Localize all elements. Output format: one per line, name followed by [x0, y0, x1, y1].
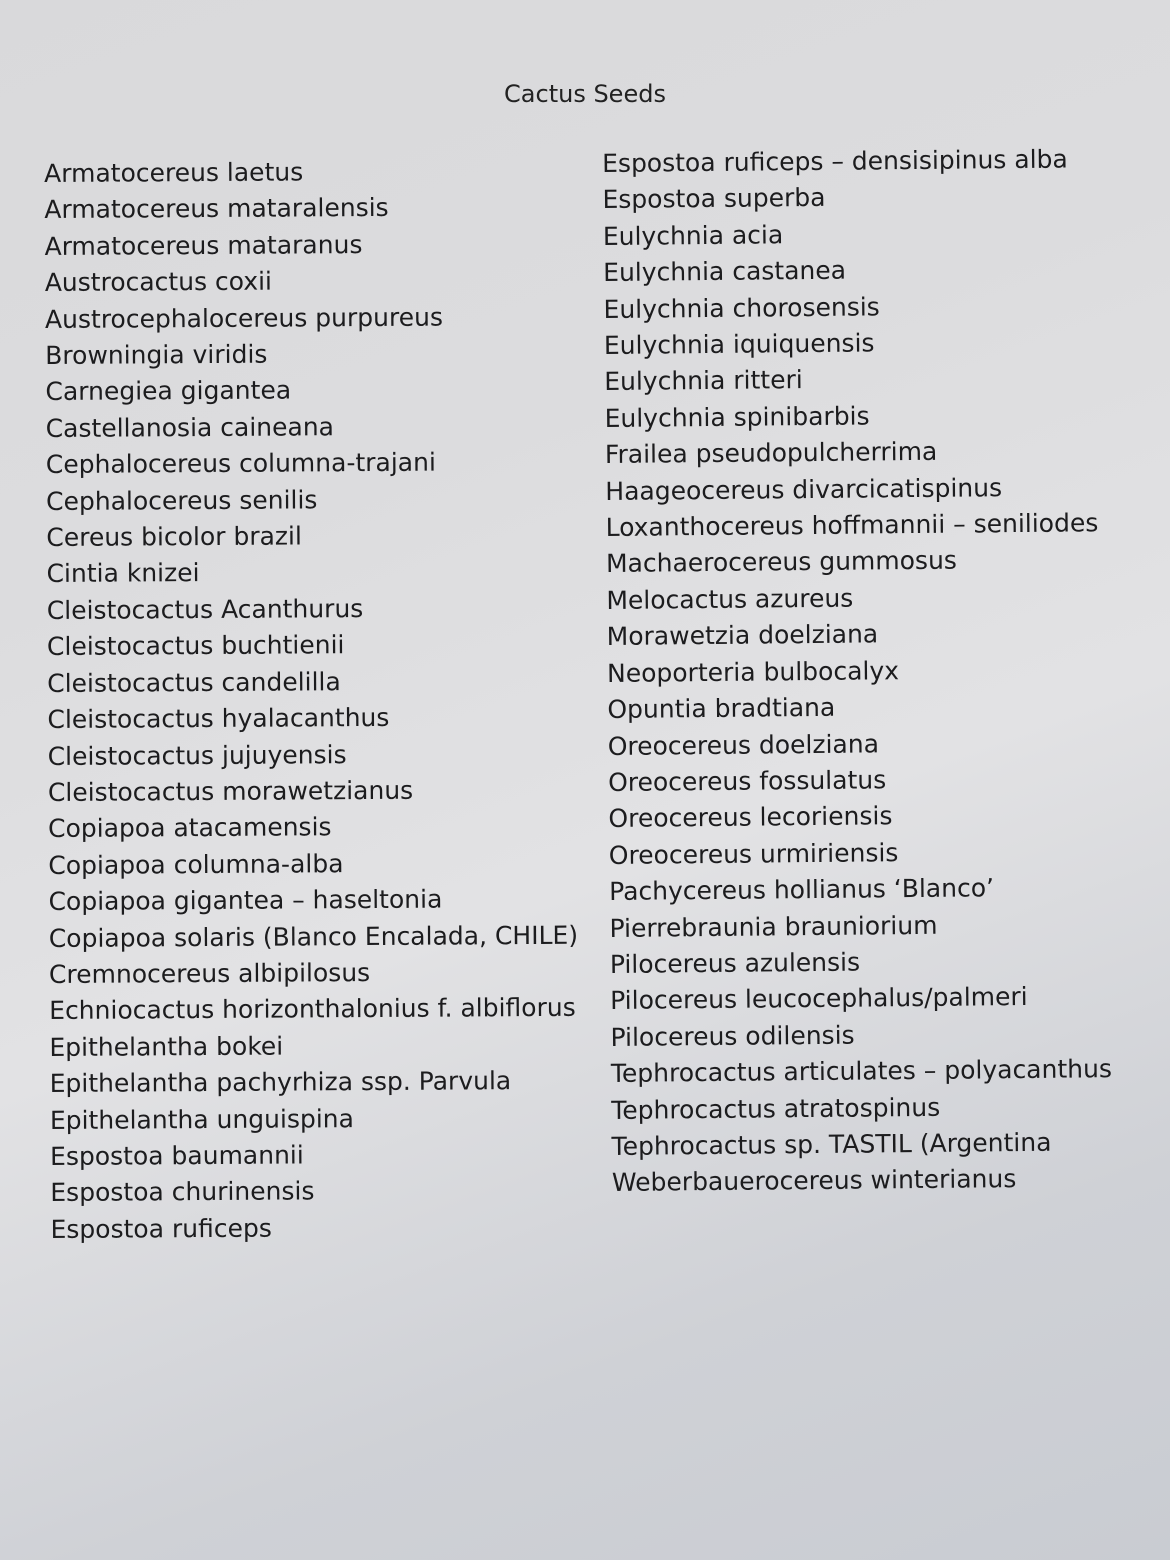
species-item: Copiapoa columna-alba	[48, 848, 344, 880]
species-item: Cremnocereus albipilosus	[48, 957, 371, 989]
species-list-right	[602, 141, 1113, 1202]
species-item: Cleistocactus morawetzianus	[47, 775, 414, 807]
species-item: Morawetzia doelziana	[606, 619, 879, 652]
species-item: Armatocereus laetus	[44, 157, 304, 188]
species-item: Oreocereus lecoriensis	[608, 801, 893, 834]
species-item: Copiapoa gigantea – haseltonia	[48, 884, 443, 917]
species-item: Cleistocactus jujuyensis	[47, 739, 347, 771]
species-item: Espostoa superba	[602, 183, 826, 215]
species-item: Espostoa ruficeps	[50, 1213, 272, 1244]
species-item: Castellanosia caineana	[45, 412, 335, 443]
species-item: Oreocereus doelziana	[607, 728, 880, 761]
species-item: Eulychnia spinibarbis	[604, 401, 870, 433]
document-title: Cactus Seeds	[504, 80, 666, 108]
species-item: Cereus bicolor brazil	[46, 521, 302, 553]
species-item: Browningia viridis	[45, 339, 268, 371]
species-item: Eulychnia acia	[602, 220, 784, 251]
species-item: Cephalocereus columna-trajani	[45, 447, 436, 480]
species-item: Pilocereus leucocephalus/palmeri	[610, 982, 1028, 1016]
species-item: Armatocereus mataralensis	[44, 193, 389, 225]
species-item: Pilocereus azulensis	[609, 947, 861, 979]
species-item: Armatocereus mataranus	[44, 229, 363, 261]
species-item: Tephrocactus sp. TASTIL (Argentina	[611, 1127, 1052, 1161]
species-item: Cephalocereus senilis	[46, 484, 318, 516]
species-item: Austrocactus coxii	[44, 266, 273, 298]
species-item: Pachycereus hollianus ‘Blanco’	[609, 873, 995, 907]
species-item: Neoporteria bulbocalyx	[606, 655, 900, 688]
species-item: Cleistocactus buchtienii	[46, 630, 345, 662]
species-item: Espostoa churinensis	[50, 1176, 315, 1208]
species-item: Tephrocactus atratospinus	[611, 1092, 941, 1125]
species-item: Cleistocactus Acanthurus	[46, 593, 364, 625]
species-item: Loxanthocereus hoffmannii – seniliodes	[605, 508, 1099, 543]
species-item: Frailea pseudopulcherrima	[604, 437, 938, 470]
species-item: Epithelantha pachyrhiza ssp. Parvula	[49, 1066, 512, 1099]
species-item: Oreocereus urmiriensis	[608, 837, 899, 870]
species-item: Epithelantha bokei	[49, 1031, 284, 1062]
species-item: Eulychnia castanea	[603, 255, 847, 288]
species-item: Opuntia bradtiana	[607, 692, 836, 725]
species-item: Cleistocactus hyalacanthus	[47, 702, 390, 735]
species-item: Oreocereus fossulatus	[607, 765, 887, 797]
species-item: Pierrebraunia brauniorium	[609, 910, 938, 943]
species-item: Espostoa ruficeps – densisipinus alba	[602, 144, 1068, 178]
species-item: Carnegiea gigantea	[45, 375, 292, 407]
species-item: Austrocephalocereus purpureus	[44, 302, 444, 334]
species-item: Cintia knizei	[46, 558, 200, 589]
species-item: Eulychnia iquiquensis	[603, 328, 875, 361]
species-list-left	[44, 153, 580, 1248]
species-item: Echniocactus horizonthalonius f. albiflorus	[49, 993, 576, 1026]
species-item: Eulychnia chorosensis	[603, 291, 880, 324]
species-item: Weberbauerocereus winterianus	[611, 1164, 1017, 1198]
species-item: Cleistocactus candelilla	[47, 666, 341, 698]
species-item: Copiapoa atacamensis	[48, 812, 332, 844]
species-item: Machaerocereus gummosus	[605, 546, 958, 579]
species-item: Melocactus azureus	[606, 583, 854, 615]
species-item: Eulychnia ritteri	[604, 365, 803, 397]
species-item: Haageocereus divarcicatispinus	[605, 472, 1003, 506]
species-item: Epithelantha unguispina	[49, 1103, 355, 1135]
species-item: Copiapoa solaris (Blanco Encalada, CHILE)	[48, 920, 579, 953]
species-item: Tephrocactus articulates – polyacanthus	[610, 1054, 1113, 1089]
species-item: Espostoa baumannii	[50, 1140, 304, 1171]
species-item: Pilocereus odilensis	[610, 1020, 855, 1052]
